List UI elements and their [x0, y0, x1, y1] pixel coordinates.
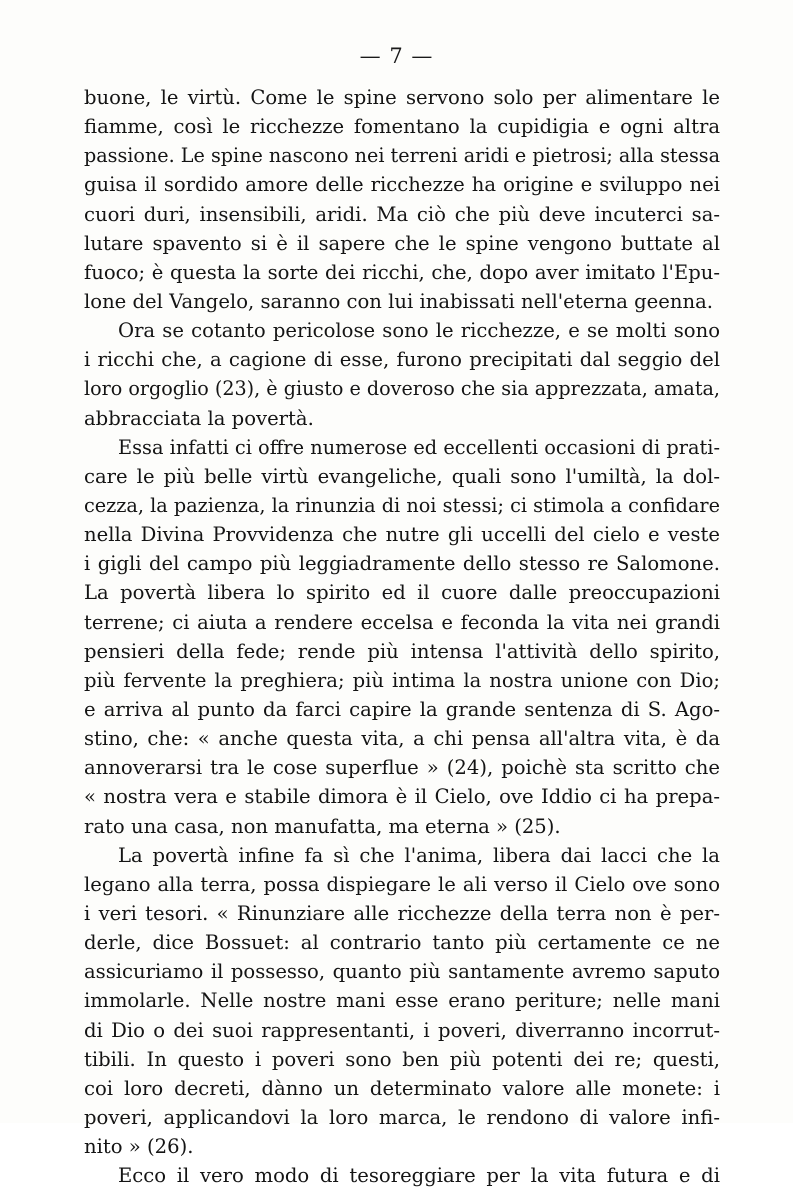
text-line: abbracciata la povertà. — [84, 406, 314, 430]
text-line: i veri tesori. « Rinunziare alle ricchezze della terra non è per- — [84, 901, 720, 925]
text-line: nella Divina Provvidenza che nutre gli uccelli del cielo e veste — [84, 523, 720, 547]
text-line: La povertà libera lo spirito ed il cuore dalle preoccupazioni — [84, 581, 720, 605]
text-line: lutare spavento si è il sapere che le spine vengono buttate al — [84, 231, 720, 255]
text-line: lone del Vangelo, saranno con lui inabissati nell'eterna geenna. — [84, 289, 714, 313]
text-line: annoverarsi tra le cose superflue » (24), poichè sta scritto che — [84, 756, 720, 780]
text-line: i gigli del campo più leggiadramente dello stesso re Salomone. — [84, 552, 720, 576]
text-line: rato una casa, non manufatta, ma eterna » (25). — [84, 814, 561, 838]
text-line: stino, che: « anche questa vita, a chi pensa all'altra vita, è da — [84, 727, 720, 751]
text-line: tibili. In questo i poveri sono ben più potenti dei re; questi, — [84, 1047, 720, 1071]
text-line: Ecco il vero modo di tesoreggiare per la vita futura e di — [118, 1164, 720, 1188]
text-line: coi loro decreti, dànno un determinato valore alle monete: i — [84, 1076, 720, 1100]
text-line: Essa infatti ci offre numerose ed eccellenti occasioni di prati- — [118, 435, 720, 459]
text-line: cuori duri, insensibili, aridi. Ma ciò che più deve incuterci sa- — [84, 202, 720, 226]
text-line: terrene; ci aiuta a rendere eccelsa e feconda la vita nei grandi — [84, 610, 720, 634]
text-line: La povertà infine fa sì che l'anima, libera dai lacci che la — [118, 843, 720, 867]
text-line: loro orgoglio (23), è giusto e doveroso che sia apprezzata, amata, — [84, 377, 720, 401]
text-line: care le più belle virtù evangeliche, quali sono l'umiltà, la dol- — [84, 464, 720, 488]
text-line: immolarle. Nelle nostre mani esse erano periture; nelle mani — [84, 989, 720, 1013]
text-line: più fervente la preghiera; più intima la nostra unione con Dio; — [84, 668, 720, 692]
text-line: di Dio o dei suoi rappresentanti, i poveri, diverranno incorrut- — [84, 1018, 720, 1042]
text-line: i ricchi che, a cagione di esse, furono precipitati dal seggio del — [84, 348, 720, 372]
body-text — [84, 83, 720, 1190]
text-line: derle, dice Bossuet: al contrario tanto più certamente ce ne — [84, 931, 720, 955]
text-line: Ora se cotanto pericolose sono le ricchezze, e se molti sono — [118, 319, 720, 343]
text-line: buone, le virtù. Come le spine servono solo per alimentare le — [84, 86, 720, 109]
text-line: passione. Le spine nascono nei terreni aridi e pietrosi; alla stessa — [84, 144, 720, 168]
text-line: fiamme, così le ricchezze fomentano la cupidigia e ogni altra — [84, 115, 720, 139]
text-line: guisa il sordido amore delle ricchezze ha origine e sviluppo nei — [84, 173, 720, 197]
text-line: « nostra vera e stabile dimora è il Cielo, ove Iddio ci ha prepa- — [84, 785, 720, 809]
text-line: fuoco; è questa la sorte dei ricchi, che, dopo aver imitato l'Epu- — [84, 260, 720, 284]
page-number: — 7 — — [359, 44, 434, 68]
text-line: legano alla terra, possa dispiegare le ali verso il Cielo ove sono — [84, 872, 720, 896]
text-line: e arriva al punto da farci capire la grande sentenza di S. Ago- — [84, 697, 720, 721]
text-line: nito » (26). — [84, 1135, 194, 1159]
text-line: poveri, applicandovi la loro marca, le rendono di valore infi- — [84, 1105, 720, 1129]
text-line: pensieri della fede; rende più intensa l'attività dello spirito, — [84, 639, 720, 663]
text-line: assicuriamo il possesso, quanto più santamente avremo saputo — [84, 960, 720, 984]
text-line: cezza, la pazienza, la rinunzia di noi stessi; ci stimola a confidare — [84, 493, 720, 517]
